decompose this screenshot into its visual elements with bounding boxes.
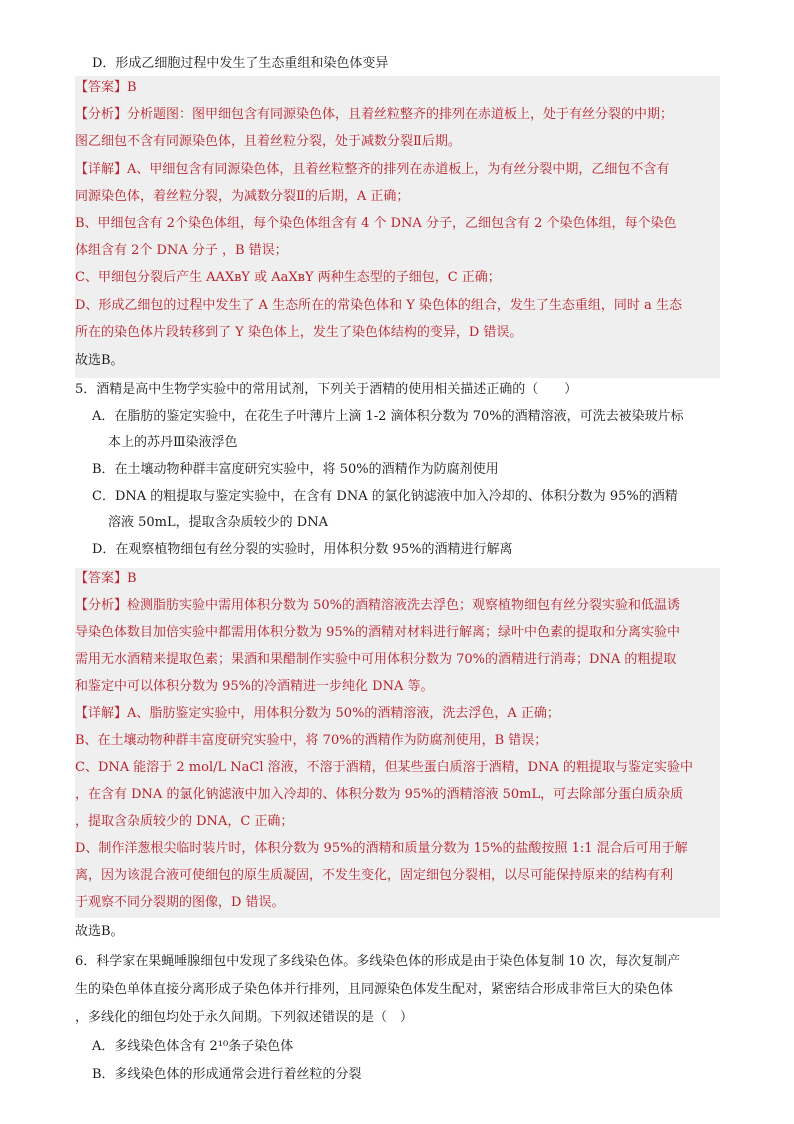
q5-detail-line-4: ，在含有 DNA 的氯化钠滤液中加入冷却的、体积分数为 95%的酒精溶液 50mL，可去除部分蛋白质杂质 bbox=[75, 787, 684, 802]
q4-answer: 【答案】B bbox=[75, 80, 137, 95]
q5-conclusion: 故选B。 bbox=[75, 924, 124, 939]
q5-analysis-line-4: 和鉴定中可以体积分数为 95%的冷酒精进一步纯化 DNA 等。 bbox=[75, 679, 434, 694]
q5-detail-line-8: 于观察不同分裂期的图像，D 错误。 bbox=[75, 895, 285, 910]
q4-analysis-line-2: 图乙细包不含有同源染色体，且着丝粒分裂，处于减数分裂Ⅱ后期。 bbox=[75, 134, 461, 149]
q5-option-a-line-1: A．在脂肪的鉴定实验中，在花生子叶薄片上滴 1-2 滴体积分数为 70%的酒精溶液，可洗去被染玻片标 bbox=[92, 409, 684, 424]
q5-analysis-line-3: 需用无水酒精来提取色素；果酒和果醋制作实验中可用体积分数为 70%的酒精进行消毒；DNA 的粗提取 bbox=[75, 652, 677, 667]
q5-stem: 5．酒精是高中生物学实验中的常用试剂，下列关于酒精的使用相关描述正确的（ ） bbox=[75, 382, 578, 397]
q5-detail-line-5: ，提取含杂质较少的 DNA，C 正确； bbox=[75, 814, 294, 829]
q4-detail-line-1: 【详解】A、甲细包含有同源染色体，且着丝粒整齐的排列在赤道板上，为有丝分裂中期，乙细包不含有 bbox=[75, 162, 670, 177]
q5-answer: 【答案】B bbox=[75, 571, 137, 586]
q5-option-a-line-2: 本上的苏丹Ⅲ染液浮色 bbox=[108, 435, 238, 450]
q6-option-a: A．多线染色体含有 2¹⁰条子染色体 bbox=[92, 1039, 294, 1054]
q5-option-b: B．在土壤动物种群丰富度研究实验中，将 50%的酒精作为防腐剂使用 bbox=[92, 462, 499, 477]
q5-analysis-line-1: 【分析】检测脂肪实验中需用体积分数为 50%的酒精溶液洗去浮色；观察植物细包有丝分裂实验和低温诱 bbox=[75, 598, 681, 613]
q6-option-b: B．多线染色体的形成通常会进行着丝粒的分裂 bbox=[92, 1067, 362, 1082]
q4-detail-line-5: C、甲细包分裂后产生 AAXʙY 或 AaXʙY 两种生态型的子细包，C 正确； bbox=[75, 270, 501, 285]
q4-detail-line-3: B、甲细包含有 2个染色体组，每个染色体组含有 4 个 DNA 分子，乙细包含有 2 个染色体组，每个染色 bbox=[75, 216, 677, 231]
q4-detail-line-4: 体组含有 2个 DNA 分子 ，B 错误； bbox=[75, 243, 288, 258]
q4-detail-line-7: 所在的染色体片段转移到了 Y 染色体上，发生了染色体结构的变异，D 错误。 bbox=[75, 325, 523, 340]
q5-analysis-line-2: 导染色体数目加倍实验中都需用体积分数为 95%的酒精对材料进行解离；绿叶中色素的提取和分离实验中 bbox=[75, 625, 681, 640]
q5-detail-line-2: B、在土壤动物种群丰富度研究实验中，将 70%的酒精作为防腐剂使用，B 错误； bbox=[75, 733, 548, 748]
q4-conclusion: 故选B。 bbox=[75, 353, 124, 368]
q5-detail-line-1: 【详解】A、脂肪鉴定实验中，用体积分数为 50%的酒精溶液，洗去浮色，A 正确； bbox=[75, 706, 560, 721]
q6-stem-line-3: ，多线化的细包均处于永久间期。下列叙述错误的是（ ） bbox=[75, 1010, 414, 1025]
q5-detail-line-6: D、制作洋葱根尖临时装片时，体积分数为 95%的酒精和质量分数为 15%的盐酸按照 1:1 混合后可用于解 bbox=[75, 841, 688, 856]
q4-option-d: D．形成乙细胞过程中发生了生态重组和染色体变异 bbox=[92, 56, 389, 71]
q4-detail-line-6: D、形成乙细包的过程中发生了 A 生态所在的常染色体和 Y 染色体的组合，发生了生态重组，同时 a 生态 bbox=[75, 298, 682, 313]
q5-option-d: D．在观察植物细包有丝分裂的实验时，用体积分数 95%的酒精进行解离 bbox=[92, 542, 513, 557]
q5-detail-line-7: 离，因为该混合液可使细包的原生质凝固，不发生变化，固定细包分裂相，以尽可能保持原来的结构有利 bbox=[75, 868, 674, 883]
q6-stem-line-1: 6．科学家在果蝇唾腺细包中发现了多线染色体。多线染色体的形成是由于染色体复制 10 次，每次复制产 bbox=[75, 954, 681, 969]
q5-option-c-line-1: C．DNA 的粗提取与鉴定实验中，在含有 DNA 的氯化钠滤液中加入冷却的、体积分数为 95%的酒精 bbox=[92, 489, 678, 504]
q4-detail-line-2: 同源染色体，着丝粒分裂，为减数分裂Ⅱ的后期，A 正确； bbox=[75, 189, 410, 204]
q4-analysis-line-1: 【分析】分析题图：图甲细包含有同源染色体，且着丝粒整齐的排列在赤道板上，处于有丝分裂的中期； bbox=[75, 107, 674, 122]
q6-stem-line-2: 生的染色单体直接分离形成子染色体并行排列，且同源染色体发生配对，紧密结合形成非常巨大的染色体 bbox=[75, 982, 674, 997]
q5-option-c-line-2: 溶液 50mL，提取含杂质较少的 DNA bbox=[108, 515, 328, 530]
q5-detail-line-3: C、DNA 能溶于 2 mol/L NaCl 溶液，不溶于酒精，但某些蛋白质溶于酒精，DNA 的粗提取与鉴定实验中 bbox=[75, 760, 693, 775]
